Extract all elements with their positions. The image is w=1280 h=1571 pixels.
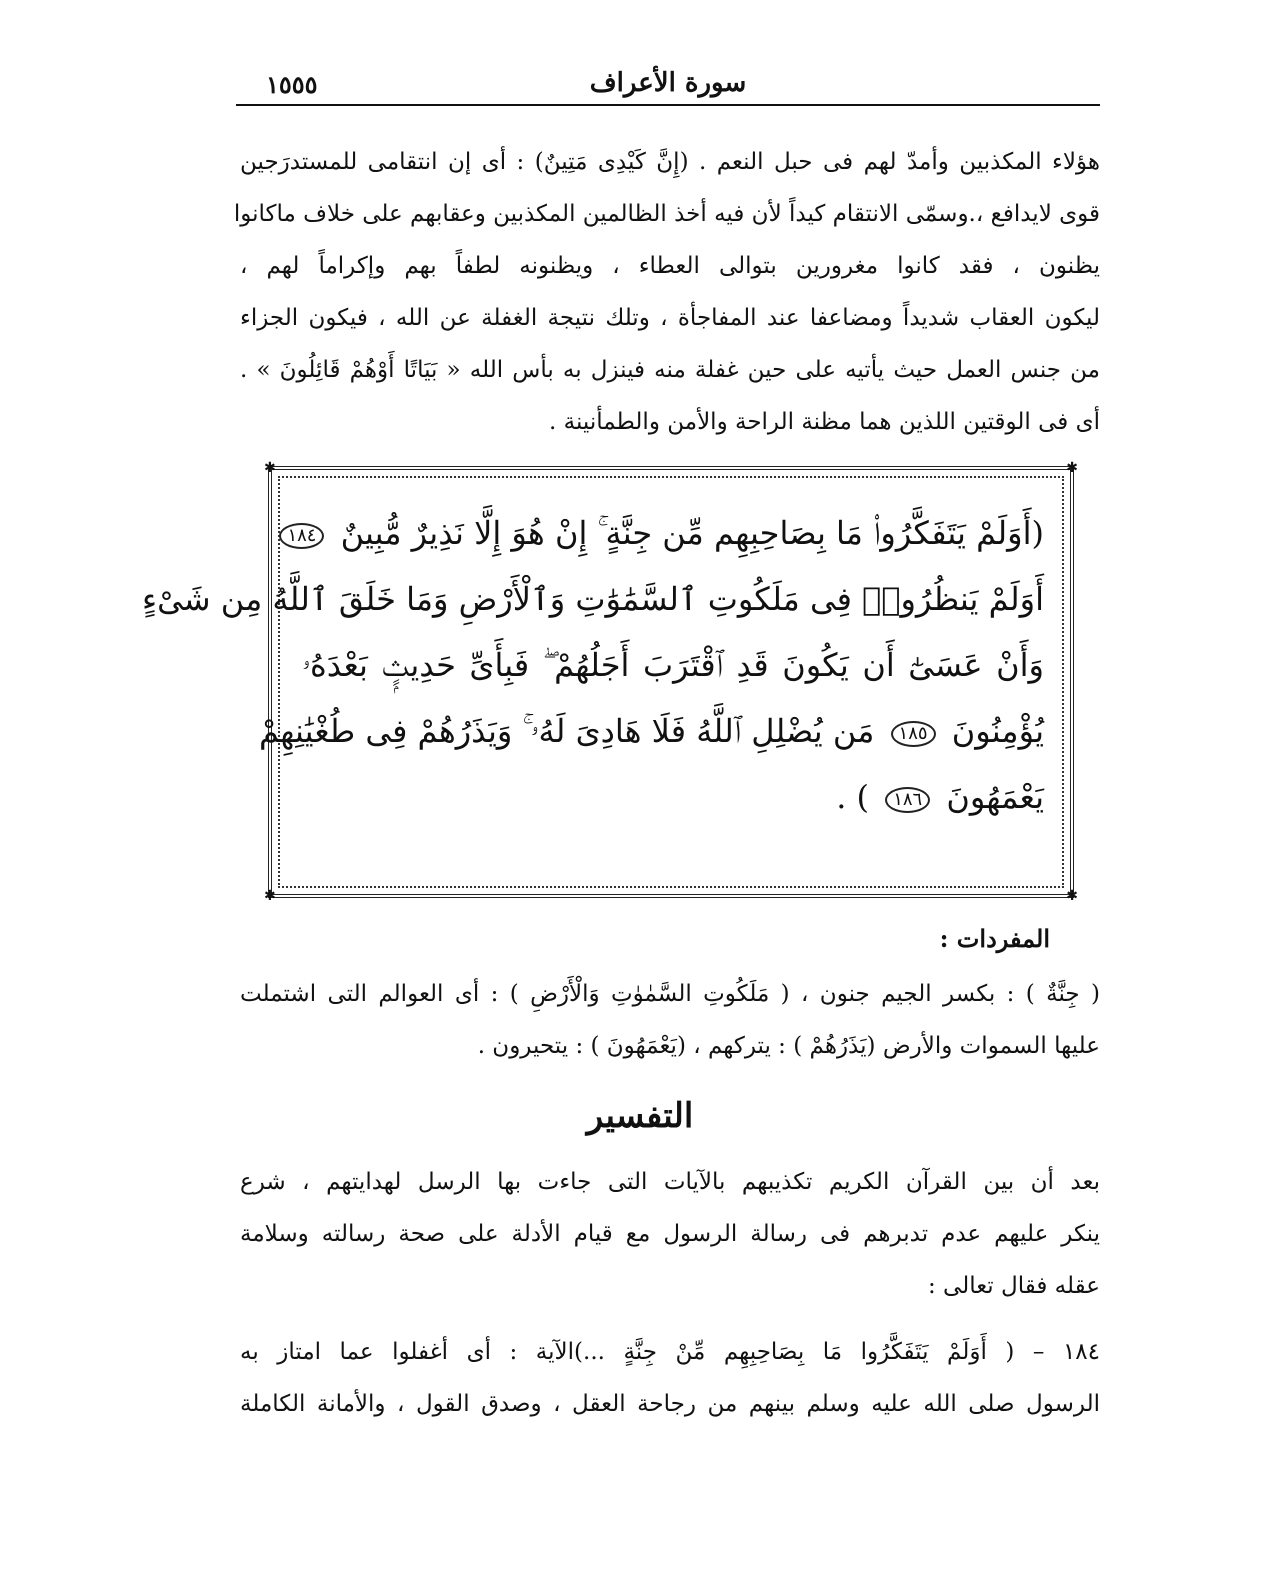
vocab-line: عليها السموات والأرض (يَذَرُهُمْ ) : يتركهم ، (يَعْمَهُونَ ) : يتحيرون .	[477, 1033, 1100, 1059]
ayah-number-185: ١٨٥	[891, 721, 936, 747]
tafsir-heading: التفسير	[586, 1096, 694, 1136]
verse-text: مَن يُضْلِلِ ٱللَّهُ فَلَا هَادِىَ لَهُۥ ۚ وَيَذَرُهُمْ فِى طُغْيَٰنِهِمْ	[258, 712, 875, 750]
verse-line	[258, 698, 1044, 764]
tafsir-paragraph	[240, 1156, 1100, 1312]
intro-line: ليكون العقاب شديداً ومضاعفا عند المفاجأة ، وتلك نتيجة الغفلة عن الله ، فيكون الجزاء	[240, 305, 1100, 331]
page-number: ١٥٥٥	[266, 70, 318, 99]
corner-star-icon: ✱	[1066, 888, 1078, 904]
intro-line: من جنس العمل حيث يأتيه على حين غفلة منه فينزل به بأس الله « بَيَاتًا أَوْهُمْ قَائِلُونَ » .	[240, 357, 1100, 383]
commentary-paragraph	[240, 1326, 1100, 1430]
surah-title: سورة الأعراف	[589, 68, 747, 98]
corner-star-icon: ✱	[1066, 460, 1078, 476]
ayah-number-186: ١٨٦	[885, 787, 930, 813]
intro-line: هؤلاء المكذبين وأمدّ لهم فى حبل النعم . (إِنَّ كَيْدِى مَتِينٌ) : أى إن انتقامى للمستدرَجين	[240, 149, 1100, 175]
tafsir-line: ينكر عليهم عدم تدبرهم فى رسالة الرسول مع قيام الأدلة على صحة رسالته وسلامة	[240, 1221, 1101, 1247]
intro-paragraph	[233, 136, 1100, 448]
ayah-number-184: ١٨٤	[279, 523, 324, 549]
verse-text: يَعْمَهُونَ	[946, 778, 1044, 816]
tafsir-line: بعد أن بين القرآن الكريم تكذيبهم بالآيات التى جاءت بها الرسل لهدايتهم ، شرع	[240, 1169, 1100, 1195]
verse-text: ) .	[836, 778, 870, 816]
verse-line: وَأَنْ عَسَىٰٓ أَن يَكُونَ قَدِ ٱقْتَرَبَ أَجَلُهُمْ ۖ فَبِأَىِّ حَدِيثٍۭ بَعْدَهُۥ	[302, 646, 1044, 684]
commentary-line: ١٨٤ – ( أَوَلَمْ يَتَفَكَّرُوا مَا بِصَاحِبِهِم مِّنْ جِنَّةٍ ...)الآية : أى أغفلوا عما امتاز به	[240, 1339, 1100, 1365]
tafsir-line: عقله فقال تعالى :	[927, 1273, 1100, 1299]
intro-line: أى فى الوقتين اللذين هما مظنة الراحة والأمن والطمأنينة .	[549, 409, 1100, 435]
vocab-heading: المفردات :	[939, 924, 1050, 953]
commentary-line: الرسول صلى الله عليه وسلم بينهم من رجاحة العقل ، وصدق القول ، والأمانة الكاملة	[240, 1391, 1100, 1417]
verse-line: أَوَلَمْ يَنظُرُوا۟ فِى مَلَكُوتِ ٱلسَّمَٰوَٰتِ وَٱلْأَرْضِ وَمَا خَلَقَ ٱللَّهُ مِن شَىْءٍ	[142, 580, 1044, 618]
vocab-line: ( جِنَّةٌ ) : بكسر الجيم جنون ، ( مَلَكُوتِ السَّمٰوٰتِ وَالْأَرْضِ ) : أى العوالم التى اشتملت	[240, 981, 1100, 1007]
verse-line	[287, 500, 1044, 566]
verse-frame	[142, 460, 1078, 904]
corner-star-icon: ✱	[264, 888, 276, 904]
intro-line: يظنون ، فقد كانوا مغرورين بتوالى العطاء ، ويظنونه لطفاً بهم وإكراماً لهم ،	[240, 253, 1100, 279]
page-header	[236, 68, 1100, 106]
verse-line	[302, 764, 1044, 830]
corner-star-icon: ✱	[264, 460, 276, 476]
verse-text: يُؤْمِنُونَ	[951, 712, 1044, 750]
vocab-paragraph	[240, 968, 1100, 1072]
intro-line: قوى لايدافع ،.وسمّى الانتقام كيداً لأن فيه أخذ الظالمين المكذبين وعقابهم على خلاف ماكانوا	[233, 201, 1100, 227]
quran-verses	[142, 500, 1044, 830]
verse-text: (أَوَلَمْ يَتَفَكَّرُوا۟ مَا بِصَاحِبِهِم مِّن جِنَّةٍ ۚ إِنْ هُوَ إِلَّا نَذِيرٌ مُّبِينٌ	[340, 514, 1044, 552]
